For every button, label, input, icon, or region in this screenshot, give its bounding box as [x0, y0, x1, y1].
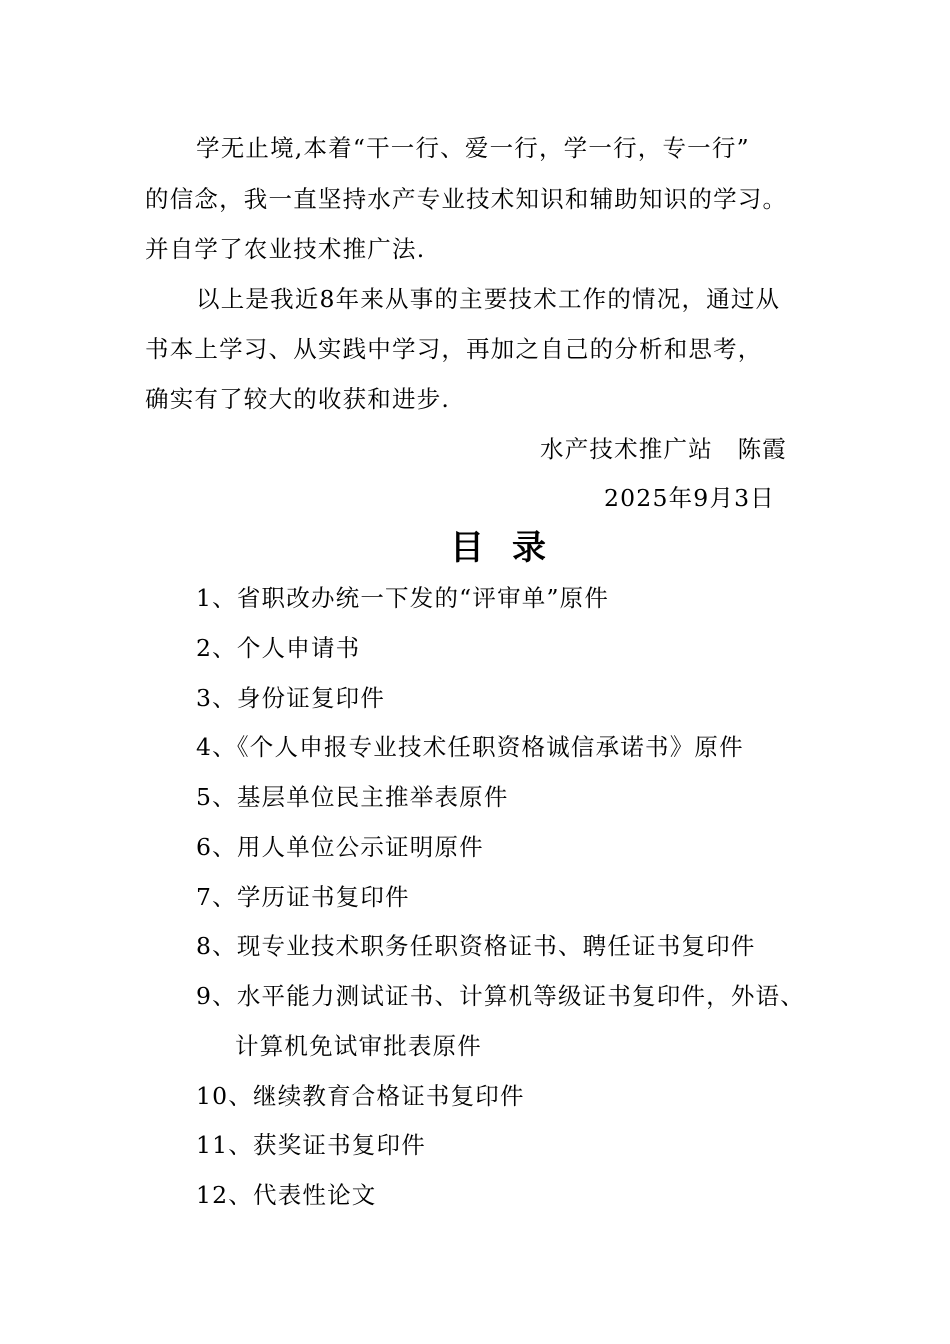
toc-item: 3、身份证复印件	[196, 684, 386, 712]
signature-date: 2025年9月3日	[604, 484, 776, 512]
paragraph-1-line-2: 的信念，我一直坚持水产专业技术知识和辅助知识的学习。	[145, 185, 788, 213]
toc-item: 1、省职改办统一下发的“评审单”原件	[196, 584, 610, 612]
paragraph-2-line-1: 以上是我近8年来从事的主要技术工作的情况，通过从	[196, 285, 781, 313]
toc-item: 10、继续教育合格证书复印件	[196, 1082, 525, 1110]
toc-title: 目录	[450, 528, 574, 568]
paragraph-2-line-2: 书本上学习、从实践中学习，再加之自己的分析和思考，	[145, 335, 763, 363]
toc-item: 8、现专业技术职务任职资格证书、聘任证书复印件	[196, 932, 756, 960]
signature-org-name: 水产技术推广站 陈霞	[540, 435, 787, 463]
toc-item: 11、获奖证书复印件	[196, 1131, 426, 1159]
toc-item: 5、基层单位民主推举表原件	[196, 783, 509, 811]
paragraph-2-line-3: 确实有了较大的收获和进步.	[145, 385, 451, 413]
toc-item: 2、个人申请书	[196, 634, 361, 662]
toc-item: 9、水平能力测试证书、计算机等级证书复印件，外语、	[196, 982, 805, 1010]
toc-item: 12、代表性论文	[196, 1181, 377, 1209]
paragraph-1-line-3: 并自学了农业技术推广法.	[145, 235, 426, 263]
paragraph-1-line-1: 学无止境,本着“干一行、爱一行，学一行，专一行”	[196, 134, 750, 162]
toc-item-continuation: 计算机免试审批表原件	[235, 1032, 482, 1060]
toc-item: 6、用人单位公示证明原件	[196, 833, 484, 861]
toc-item: 7、学历证书复印件	[196, 883, 410, 911]
toc-item: 4、《个人申报专业技术任职资格诚信承诺书》原件	[196, 733, 744, 761]
